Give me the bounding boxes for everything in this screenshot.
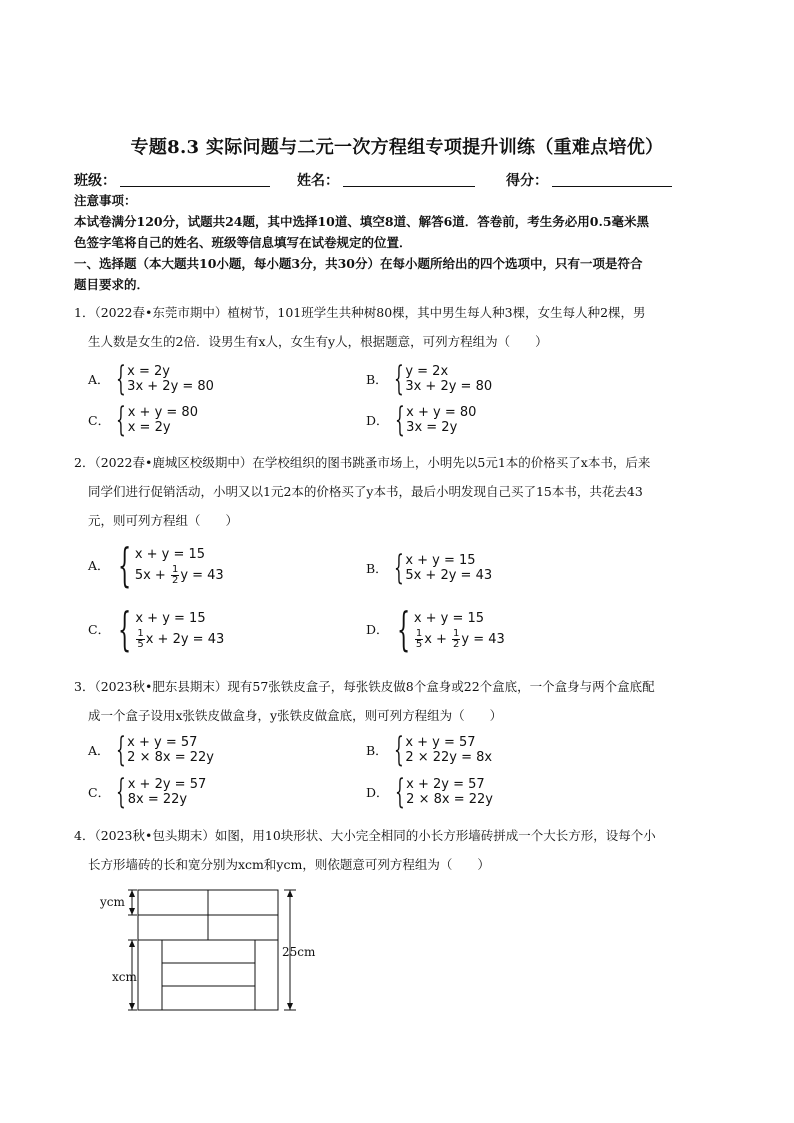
question-text: 元，则可列方程组（ ）	[88, 513, 239, 528]
equation-system: { x + y = 57 2 × 22y = 8x	[393, 730, 493, 770]
score-field	[506, 170, 672, 190]
question-text: 4．（2023秋•包头期末）如图，用10块形状、大小完全相同的小长方形墙砖拼成一个大长方形，设每个小	[74, 828, 656, 843]
question-text: 3．（2023秋•肥东县期末）现有57张铁皮盒子，每张铁皮做8个盒身或22个盒底，一个盒身与两个盒底配	[74, 679, 655, 694]
notice-line: 色签字笔将自己的姓名、班级等信息填写在试卷规定的位置．	[74, 235, 412, 250]
equation-system: { y = 2x 3x + 2y = 80	[393, 359, 493, 399]
q2-option-b[interactable]: B． { x + y = 15 5x + 2y = 43	[366, 548, 493, 588]
equation-system: { x = 2y 3x + 2y = 80	[115, 359, 214, 399]
name-field	[297, 170, 475, 190]
question-2	[74, 448, 726, 535]
equation-system: { x + y = 15 5x + 2y = 43	[393, 548, 493, 588]
score-label: 得分：	[506, 173, 548, 189]
q3-option-c[interactable]: C． { x + 2y = 57 8x = 22y	[88, 772, 207, 812]
notice-block	[74, 190, 726, 295]
xcm-label: xcm	[112, 970, 137, 984]
q1-option-b[interactable]: B． { y = 2x 3x + 2y = 80	[366, 359, 493, 399]
name-blank[interactable]	[343, 172, 475, 187]
question-3	[74, 672, 726, 730]
question-text: 成一个盒子设用x张铁皮做盒身，y张铁皮做盒底，则可列方程组为（ ）	[88, 708, 503, 723]
ycm-label: ycm	[100, 895, 125, 909]
equation-system: { x + y = 15 $\frac{1}{5}$ x + 2y = 43	[118, 602, 225, 656]
name-label: 姓名：	[297, 173, 339, 189]
question-text: 2．（2022春•鹿城区校级期中）在学校组织的图书跳蚤市场上，小明先以5元1本的价格买了x本书，后来	[74, 455, 651, 470]
q3-option-d[interactable]: D． { x + 2y = 57 2 × 8x = 22y	[366, 772, 493, 812]
q2-option-c[interactable]: C． { x + y = 15 $\frac{1}{5}$ x + 2y = 43	[88, 602, 225, 656]
q1-option-d[interactable]: D． { x + y = 80 3x = 2y	[366, 400, 477, 440]
class-field	[74, 170, 270, 190]
q1-option-a[interactable]: A． { x = 2y 3x + 2y = 80	[88, 359, 214, 399]
q3-option-a[interactable]: A． { x + y = 57 2 × 8x = 22y	[88, 730, 214, 770]
question-1	[74, 298, 726, 356]
brick-figure	[100, 885, 330, 1019]
notice-heading: 注意事项：	[74, 193, 137, 208]
class-label: 班级：	[74, 173, 116, 189]
class-blank[interactable]	[120, 172, 270, 187]
q2-option-d[interactable]: D． { x + y = 15 $\frac{1}{5}$ x + $\frac{1}{2}$ y = 43	[366, 602, 505, 656]
q3-option-b[interactable]: B． { x + y = 57 2 × 22y = 8x	[366, 730, 493, 770]
q1-option-c[interactable]: C． { x + y = 80 x = 2y	[88, 400, 198, 440]
equation-system: { x + y = 80 x = 2y	[116, 400, 198, 440]
equation-system: { x + y = 80 3x = 2y	[394, 400, 477, 440]
notice-line: 本试卷满分120分，试题共24题，其中选择10道、填空8道、解答6道．答卷前，考生务必用0.5毫米黑	[74, 214, 650, 229]
equation-system: { x + y = 15 $\frac{1}{5}$ x + $\frac{1}{2}$ y = 43	[396, 602, 505, 656]
question-4	[74, 821, 726, 879]
equation-system: { x + y = 57 2 × 8x = 22y	[115, 730, 214, 770]
score-blank[interactable]	[552, 172, 672, 187]
question-text: 长方形墙砖的长和宽分别为xcm和ycm，则依题意可列方程组为（ ）	[88, 857, 490, 872]
equation-system: { x + 2y = 57 2 × 8x = 22y	[394, 772, 493, 812]
height-label: 25cm	[282, 945, 316, 959]
equation-system: { x + y = 15 5x + $\frac{1}{2}$ y = 43	[117, 538, 224, 592]
equation-system: { x + 2y = 57 8x = 22y	[116, 772, 207, 812]
section-heading: 题目要求的．	[74, 277, 150, 292]
q2-option-a[interactable]: A． { x + y = 15 5x + $\frac{1}{2}$ y = 43	[88, 538, 224, 592]
question-text: 同学们进行促销活动，小明又以1元2本的价格买了y本书，最后小明发现自己买了15本书，共花去43	[88, 484, 643, 499]
page-title: 专题8.3 实际问题与二元一次方程组专项提升训练（重难点培优）	[130, 137, 664, 158]
question-text: 生人数是女生的2倍．设男生有x人，女生有y人，根据题意，可列方程组为（ ）	[88, 334, 548, 349]
question-text: 1．（2022春•东莞市期中）植树节，101班学生共种树80棵，其中男生每人种3棵，女生每人种2棵，男	[74, 305, 646, 320]
section-heading: 一、选择题（本大题共10小题，每小题3分，共30分）在每小题所给出的四个选项中，只有一项是符合	[74, 256, 643, 271]
